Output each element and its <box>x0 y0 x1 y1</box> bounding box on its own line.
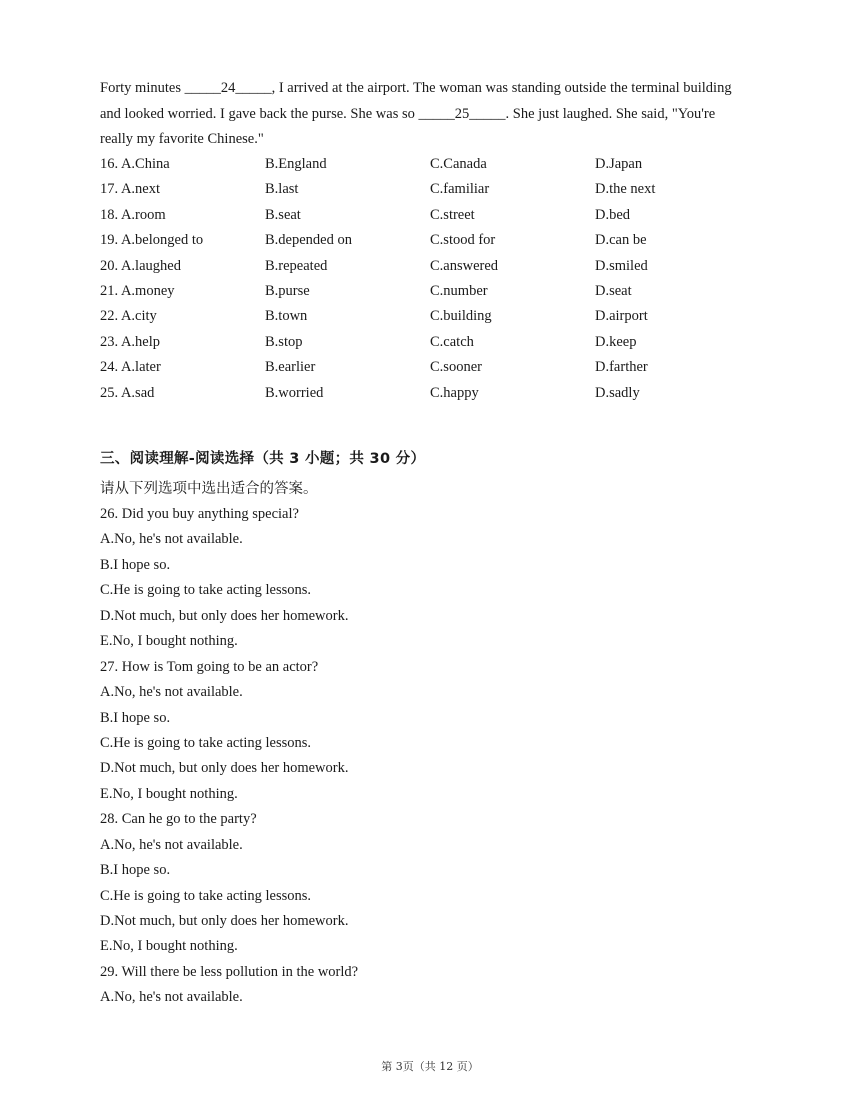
answer-choice: A.No, he's not available. <box>100 531 243 548</box>
answer-choice: E.No, I bought nothing. <box>100 938 238 955</box>
answer-choice: C.He is going to take acting lessons. <box>100 734 312 751</box>
option-c: C.sooner <box>430 359 482 376</box>
answer-choice: B.I hope so. <box>100 709 171 726</box>
question-27: 27. How is Tom going to be an actor? <box>100 658 319 675</box>
option-c: C.familiar <box>430 181 490 198</box>
option-c: C.building <box>430 308 492 325</box>
option-c: C.Canada <box>430 156 487 172</box>
option-b: B.seat <box>265 206 301 223</box>
section-instruction: 请从下列选项中选出适合的答案。 <box>100 481 318 497</box>
answer-choice: A.No, he's not available. <box>100 684 243 701</box>
question-26: 26. Did you buy anything special? <box>100 506 299 522</box>
option-a: 24. A.later <box>100 359 161 376</box>
passage-line: Forty minutes _____24_____, I arrived at the airport. The woman was standing outside the terminal building <box>100 80 732 96</box>
answer-choice: A.No, he's not available. <box>100 989 243 1006</box>
option-b: B.town <box>265 308 308 325</box>
option-d: D.keep <box>595 333 637 350</box>
option-d: D.bed <box>595 206 631 223</box>
option-a: 17. A.next <box>100 181 161 198</box>
question-list <box>100 502 358 1011</box>
option-a: 16. A.China <box>100 156 170 172</box>
option-b: B.worried <box>265 384 324 401</box>
option-d: D.farther <box>595 359 648 376</box>
answer-choice: D.Not much, but only does her homework. <box>100 760 349 777</box>
passage-line: and looked worried. I gave back the purse. She was so _____25_____. She just laughed. She said, "You're <box>100 105 716 122</box>
option-c: C.catch <box>430 333 474 350</box>
option-b: B.earlier <box>265 359 316 376</box>
option-d: D.seat <box>595 282 632 299</box>
option-b: B.repeated <box>265 257 328 274</box>
option-d: D.the next <box>595 181 656 198</box>
option-d: D.Japan <box>595 156 643 172</box>
option-a: 22. A.city <box>100 308 157 325</box>
passage-paragraph <box>100 76 760 153</box>
answer-choice: B.I hope so. <box>100 862 171 879</box>
option-b: B.stop <box>265 333 303 350</box>
option-d: D.sadly <box>595 384 640 401</box>
option-d: D.airport <box>595 308 648 325</box>
option-b: B.England <box>265 156 327 172</box>
option-c: C.number <box>430 282 488 299</box>
option-c: C.happy <box>430 384 479 401</box>
option-c: C.answered <box>430 257 499 274</box>
option-a: 25. A.sad <box>100 384 155 401</box>
answer-choice: D.Not much, but only does her homework. <box>100 607 349 624</box>
option-a: 21. A.money <box>100 282 175 299</box>
option-b: B.purse <box>265 282 310 299</box>
option-c: C.street <box>430 206 475 223</box>
question-28: 28. Can he go to the party? <box>100 811 257 828</box>
answer-choice: A.No, he's not available. <box>100 836 243 853</box>
option-d: D.smiled <box>595 257 648 274</box>
option-b: B.last <box>265 181 299 198</box>
answer-choice: E.No, I bought nothing. <box>100 633 238 650</box>
answer-choice: C.He is going to take acting lessons. <box>100 582 312 599</box>
question-29: 29. Will there be less pollution in the world? <box>100 963 359 980</box>
answer-choice: D.Not much, but only does her homework. <box>100 913 349 929</box>
option-a: 20. A.laughed <box>100 257 181 274</box>
answer-choice: B.I hope so. <box>100 556 171 573</box>
option-c: C.stood for <box>430 232 496 249</box>
option-a: 19. A.belonged to <box>100 232 204 249</box>
option-b: B.depended on <box>265 232 352 249</box>
option-a: 23. A.help <box>100 333 161 350</box>
answer-choice: E.No, I bought nothing. <box>100 785 238 802</box>
answer-choice: C.He is going to take acting lessons. <box>100 887 312 904</box>
option-d: D.can be <box>595 232 647 249</box>
passage-line: really my favorite Chinese." <box>100 131 264 147</box>
page-footer: 第 3页（共 12 页） <box>381 1060 479 1073</box>
section-heading: 三、阅读理解-阅读选择（共 3 小题；共 30 分） <box>100 451 426 467</box>
option-a: 18. A.room <box>100 206 166 223</box>
